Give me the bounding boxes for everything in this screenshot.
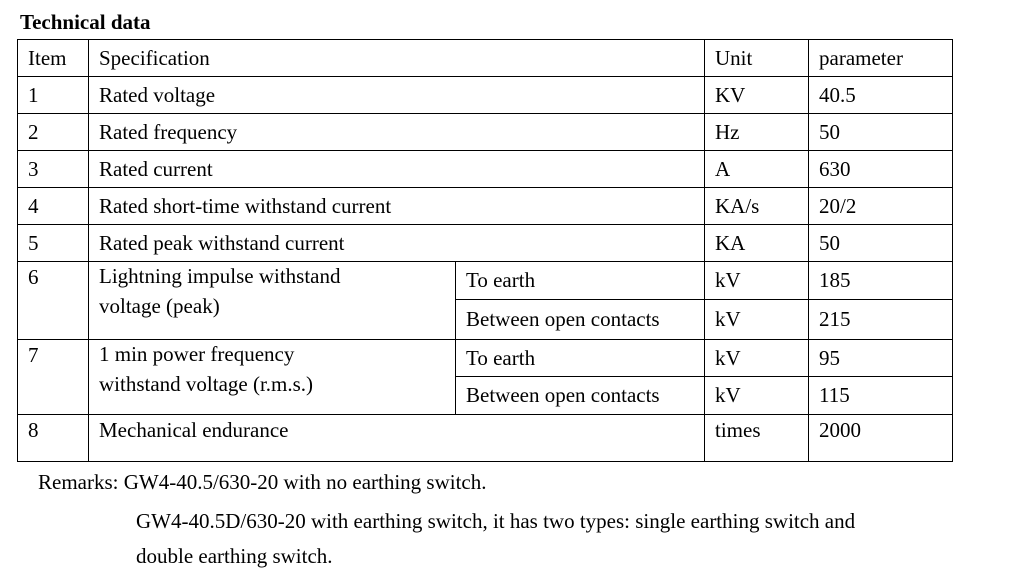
- row-unit: kV: [705, 340, 809, 377]
- table-row: [18, 188, 953, 225]
- remarks-continuation: [136, 504, 996, 574]
- row-specification: Rated voltage: [89, 77, 705, 114]
- row-item: 4: [18, 188, 89, 225]
- row-value: 115: [809, 377, 953, 415]
- remarks-line-1: Remarks: GW4-40.5/630-20 with no earthing switch.: [38, 470, 487, 494]
- row-item: 5: [18, 225, 89, 262]
- row-sub-label: Between open contacts: [456, 377, 705, 415]
- row-unit: Hz: [705, 114, 809, 151]
- row-value: 95: [809, 340, 953, 377]
- table-row: [18, 77, 953, 114]
- row-item: 3: [18, 151, 89, 188]
- row-value: 50: [809, 114, 953, 151]
- header-parameter: parameter: [809, 40, 953, 77]
- row-item: 1: [18, 77, 89, 114]
- row-unit: kV: [705, 377, 809, 415]
- row-unit: A: [705, 151, 809, 188]
- spec-line: voltage (peak): [99, 294, 220, 318]
- remarks-line-3: double earthing switch.: [136, 544, 333, 568]
- row-specification: Rated frequency: [89, 114, 705, 151]
- table-row: [18, 151, 953, 188]
- spec-line: withstand voltage (r.m.s.): [99, 372, 314, 396]
- row-item: 7: [18, 340, 89, 415]
- row-sub-label: To earth: [456, 340, 705, 377]
- row-item: 6: [18, 262, 89, 340]
- technical-data-table: [17, 39, 953, 462]
- table-row-lightning-to-earth: [18, 262, 953, 300]
- row-value: 630: [809, 151, 953, 188]
- row-value: 215: [809, 300, 953, 340]
- row-value: 2000: [809, 415, 953, 462]
- row-item: 2: [18, 114, 89, 151]
- row-unit: kV: [705, 300, 809, 340]
- row-specification: Mechanical endurance: [89, 415, 705, 462]
- row-sub-label: To earth: [456, 262, 705, 300]
- table-row: [18, 225, 953, 262]
- row-value: 20/2: [809, 188, 953, 225]
- row-value: 50: [809, 225, 953, 262]
- table-row: [18, 114, 953, 151]
- spec-line: Lightning impulse withstand: [99, 264, 341, 288]
- spec-line: 1 min power frequency: [99, 342, 295, 366]
- header-specification: Specification: [89, 40, 705, 77]
- row-item: 8: [18, 415, 89, 462]
- row-specification: Rated peak withstand current: [89, 225, 705, 262]
- header-unit: Unit: [705, 40, 809, 77]
- row-specification: [89, 262, 456, 340]
- header-item: Item: [18, 40, 89, 77]
- row-specification: Rated current: [89, 151, 705, 188]
- row-value: 40.5: [809, 77, 953, 114]
- row-value: 185: [809, 262, 953, 300]
- section-title: Technical data: [20, 10, 151, 34]
- table-row-mechanical: [18, 415, 953, 462]
- row-unit: times: [705, 415, 809, 462]
- row-unit: kV: [705, 262, 809, 300]
- row-specification: [89, 340, 456, 415]
- row-sub-label: Between open contacts: [456, 300, 705, 340]
- remarks-line-2: GW4-40.5D/630-20 with earthing switch, it has two types: single earthing switch and: [136, 509, 856, 533]
- row-unit: KV: [705, 77, 809, 114]
- row-unit: KA/s: [705, 188, 809, 225]
- row-unit: KA: [705, 225, 809, 262]
- table-header-row: [18, 40, 953, 77]
- table-row-power-freq-to-earth: [18, 340, 953, 377]
- row-specification: Rated short-time withstand current: [89, 188, 705, 225]
